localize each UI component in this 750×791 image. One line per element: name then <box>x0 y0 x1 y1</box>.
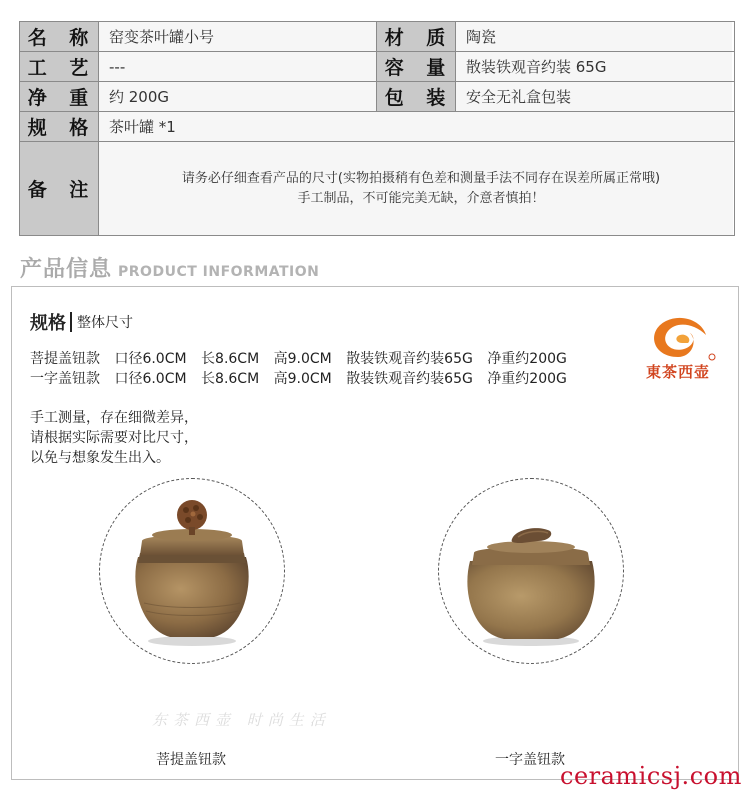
dim-style: 一字盖钮款 <box>30 371 100 387</box>
section-heading <box>20 252 319 283</box>
dim-weight: 净重约200G <box>487 371 567 387</box>
dimension-row <box>30 369 577 389</box>
name-label: 名 称 <box>20 22 99 51</box>
dim-length: 长8.6CM <box>201 351 260 367</box>
spec-title-sub: 整体尺寸 <box>77 315 133 331</box>
material-value: 陶瓷 <box>456 22 732 51</box>
brand-swirl-icon <box>632 307 724 363</box>
note-line-1: 请务必仔细查看产品的尺寸(实物拍摄稍有色差和测量手法不同存在误差所属正常哦) <box>181 170 661 186</box>
spec-title-main: 规格 <box>30 313 66 334</box>
jar-right-image <box>464 521 598 647</box>
capacity-label: 容 量 <box>377 52 456 81</box>
dim-capacity: 散装铁观音约装65G <box>346 351 473 367</box>
measure-note-line: 请根据实际需要对比尺寸， <box>30 430 198 446</box>
dim-capacity: 散装铁观音约装65G <box>346 371 473 387</box>
weight-value: 约 200G <box>99 82 377 111</box>
craft-value: --- <box>99 52 377 81</box>
craft-label: 工 艺 <box>20 52 99 81</box>
dim-length: 长8.6CM <box>201 371 260 387</box>
package-label: 包 装 <box>377 82 456 111</box>
spec-row-name <box>20 22 734 52</box>
brand-name: 東茶西壶 <box>645 363 710 381</box>
jar-left-image <box>130 483 254 647</box>
size-label: 规 格 <box>20 112 99 141</box>
dim-height: 高9.0CM <box>273 371 332 387</box>
spec-row-craft <box>20 52 734 82</box>
capacity-value: 散装铁观音约装 65G <box>456 52 732 81</box>
spec-title <box>30 309 133 335</box>
size-value: 茶叶罐 *1 <box>99 112 733 141</box>
material-label: 材 质 <box>377 22 456 51</box>
package-value: 安全无礼盒包装 <box>456 82 732 111</box>
note-line-2: 手工制品，不可能完美无缺，介意者慎拍！ <box>297 190 545 206</box>
panel-watermark: 东茶西壶 时尚生活 <box>152 711 331 729</box>
dim-height: 高9.0CM <box>273 351 332 367</box>
note-label: 备 注 <box>20 142 99 235</box>
spec-title-divider <box>70 312 72 332</box>
section-title-cn: 产品信息 <box>20 257 113 282</box>
spec-row-note <box>20 142 734 235</box>
jar-right-caption: 一字盖钮款 <box>495 752 565 768</box>
dimension-row <box>30 349 577 369</box>
note-value <box>99 142 733 235</box>
dim-mouth: 口径6.0CM <box>114 371 187 387</box>
spec-table <box>19 21 735 236</box>
measure-note <box>30 408 198 468</box>
dim-mouth: 口径6.0CM <box>114 351 187 367</box>
brand-logo <box>632 307 724 387</box>
measure-note-line: 手工测量，存在细微差异， <box>30 410 198 426</box>
dimension-list <box>30 349 577 389</box>
spec-row-weight <box>20 82 734 112</box>
dim-style: 菩提盖钮款 <box>30 351 100 367</box>
spec-row-size <box>20 112 734 142</box>
product-panel <box>11 286 739 780</box>
site-watermark: ceramicsj.com <box>560 762 742 790</box>
section-title-en: PRODUCT INFORMATION <box>118 264 320 280</box>
dim-weight: 净重约200G <box>487 351 567 367</box>
jar-left-caption: 菩提盖钮款 <box>156 752 226 768</box>
weight-label: 净 重 <box>20 82 99 111</box>
name-value: 窑变茶叶罐小号 <box>99 22 377 51</box>
measure-note-line: 以免与想象发生出入。 <box>30 450 170 466</box>
